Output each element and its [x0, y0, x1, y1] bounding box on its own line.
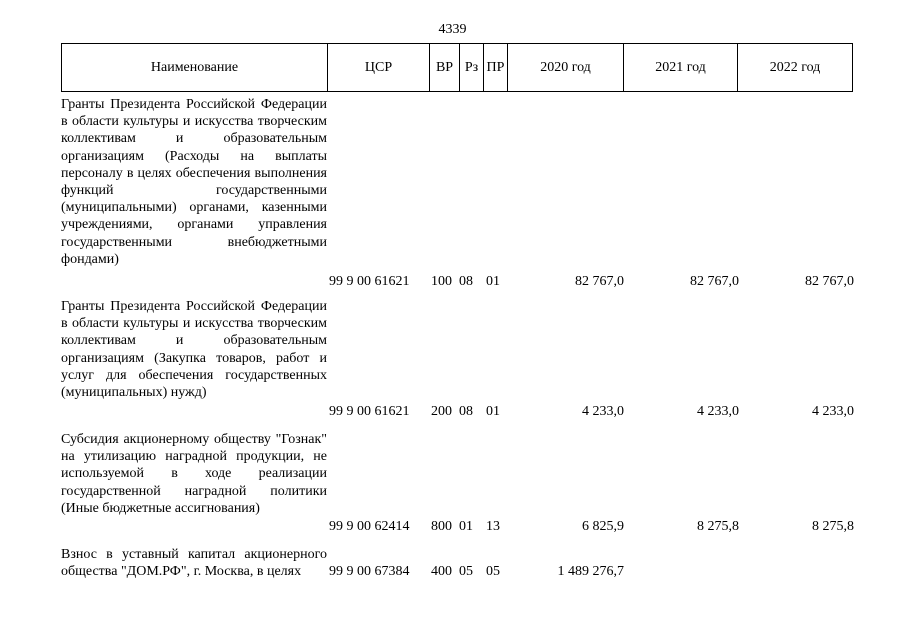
row-csr: 99 9 00 61621 [329, 274, 410, 289]
table-row [0, 298, 905, 420]
row-csr: 99 9 00 61621 [329, 404, 410, 419]
header-rz: Рз [460, 44, 484, 91]
row-vr: 100 [431, 274, 452, 289]
header-2022: 2022 год [769, 59, 821, 75]
row-pr: 01 [486, 274, 500, 289]
row-csr: 99 9 00 62414 [329, 519, 410, 534]
header-csr: ЦСР [328, 44, 430, 91]
row-pr: 13 [486, 519, 500, 534]
row-pr: 01 [486, 404, 500, 419]
header-vr: ВР [430, 44, 460, 91]
header-name: Наименование [62, 44, 328, 91]
row-vr: 200 [431, 404, 452, 419]
row-csr: 99 9 00 67384 [329, 564, 410, 579]
row-rz: 08 [459, 274, 473, 289]
row-2020: 4 233,0 [582, 404, 624, 419]
row-2021: 82 767,0 [690, 274, 739, 289]
row-2020: 1 489 276,7 [557, 564, 624, 579]
table-row [0, 546, 905, 581]
row-2020: 6 825,9 [582, 519, 624, 534]
row-name: Взнос в уставный капитал акционерного общества "ДОМ.РФ", г. Москва, в целях [61, 547, 327, 580]
row-vr: 800 [431, 519, 452, 534]
row-2020: 82 767,0 [575, 274, 624, 289]
table-row [0, 96, 905, 290]
header-2021: 2021 год [624, 44, 738, 91]
row-rz: 01 [459, 519, 473, 534]
row-pr: 05 [486, 564, 500, 579]
table-header [61, 43, 853, 92]
header-2020: 2020 год [508, 44, 624, 91]
row-2022: 82 767,0 [805, 274, 854, 289]
table-row [0, 431, 905, 535]
row-vr: 400 [431, 564, 452, 579]
row-name: Субсидия акционерному обществу "Гознак" на утилизацию наградной продукции, не используемой в ходе реализации государственной наградной политики (Иные бюджетные ассигнования) [61, 432, 327, 516]
page-number: 4339 [438, 22, 467, 37]
row-2022: 4 233,0 [812, 404, 854, 419]
row-rz: 08 [459, 404, 473, 419]
row-name: Гранты Президента Российской Федерации в области культуры и искусства творческим коллективам и образовательным организациям (Расходы на выплаты персоналу в целях обеспечения выполнения функций государственными (муниципальными) органами, казенными учреждениями, органами управления государственными внебюджетными фондами) [61, 97, 327, 267]
row-name: Гранты Президента Российской Федерации в области культуры и искусства творческим коллективам и образовательным организациям (Закупка товаров, работ и услуг для обеспечения государственных (муниципальных) нужд) [61, 299, 327, 401]
row-2022: 8 275,8 [812, 519, 854, 534]
row-2021: 8 275,8 [697, 519, 739, 534]
header-pr: ПР [484, 44, 508, 91]
row-rz: 05 [459, 564, 473, 579]
row-2021: 4 233,0 [697, 404, 739, 419]
